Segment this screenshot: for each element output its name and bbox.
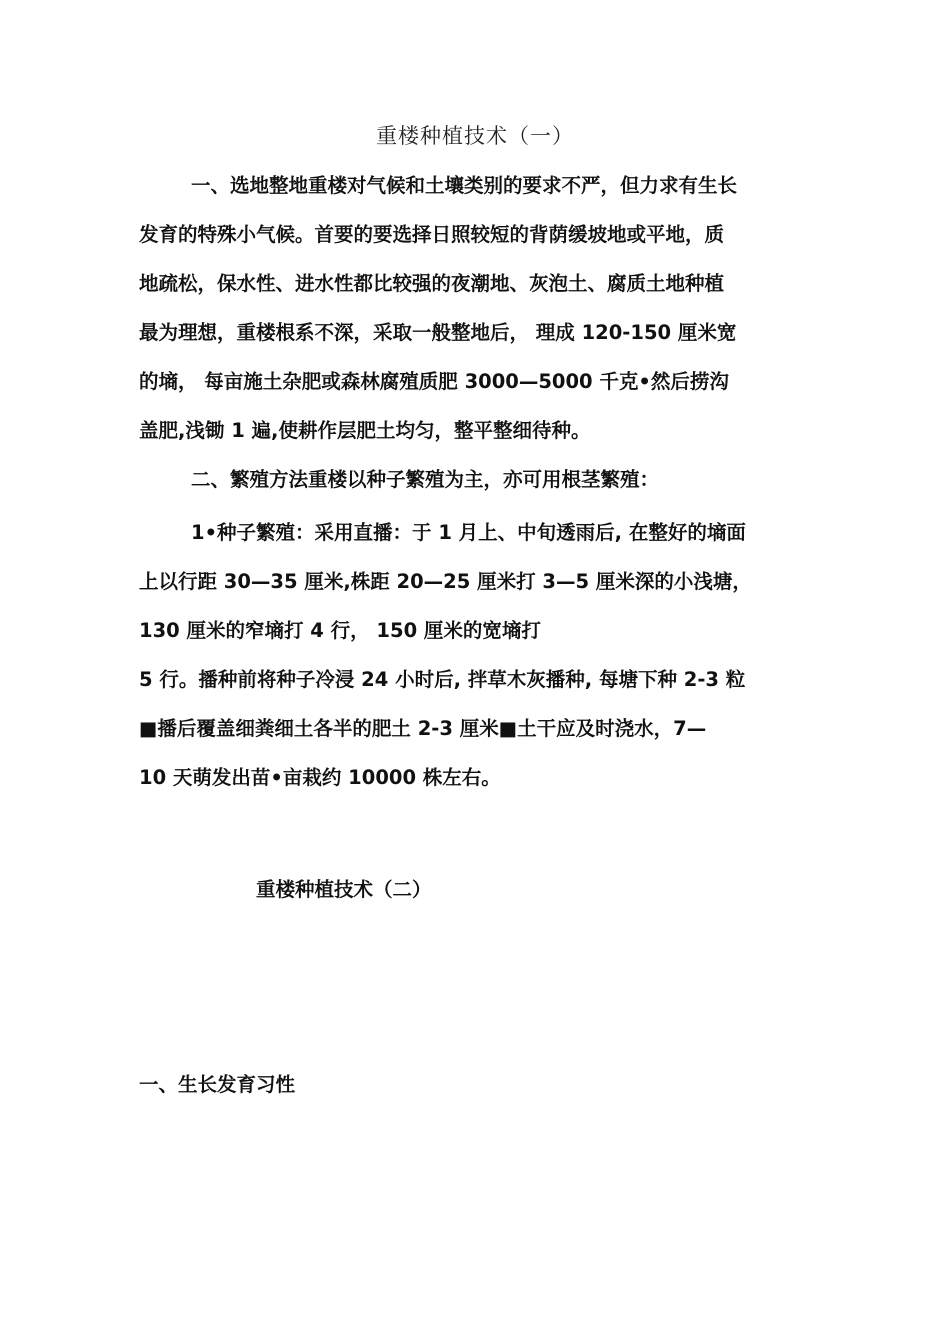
paragraph-line: 一、选地整地重楼对气候和土壤类别的要求不严，但力求有生长 xyxy=(191,174,738,197)
paragraph-line: 的墒， 每亩施土杂肥或森林腐殖质肥 3000—5000 千克•然后捞沟 xyxy=(139,370,729,393)
paragraph-line: 盖肥,浅锄 1 遍,使耕作层肥土均匀，整平整细待种。 xyxy=(139,419,591,442)
section-site-selection xyxy=(139,161,829,455)
paragraph-line: 上以行距 30—35 厘米,株距 20—25 厘米打 3—5 厘米深的小浅塘， xyxy=(139,570,752,593)
paragraph-line: 发育的特殊小气候。首要的要选择日照较短的背荫缓坡地或平地，质 xyxy=(139,223,725,246)
document-title-part-two: 重楼种植技术（二） xyxy=(256,878,432,901)
paragraph-line: 最为理想，重楼根系不深，采取一般整地后， 理成 120-150 厘米宽 xyxy=(139,321,737,344)
paragraph-line: 地疏松，保水性、进水性都比较强的夜潮地、灰泡土、腐质土地种植 xyxy=(139,272,725,295)
section-seed-propagation xyxy=(139,508,829,802)
paragraph-line: 5 行。播种前将种子冷浸 24 小时后, 拌草木灰播种, 每塘下种 2-3 粒 xyxy=(139,668,746,691)
paragraph-line: 二、繁殖方法重楼以种子繁殖为主，亦可用根茎繁殖： xyxy=(191,468,660,491)
paragraph-line: 1•种子繁殖：采用直播：于 1 月上、中旬透雨后, 在整好的墒面 xyxy=(191,521,746,544)
paragraph-line: 130 厘米的窄墒打 4 行， 150 厘米的宽墒打 xyxy=(139,619,541,642)
section-propagation-method xyxy=(139,455,829,504)
section-heading-growth-habits: 一、生长发育习性 xyxy=(139,1073,296,1096)
paragraph-line: 10 天萌发出苗•亩栽约 10000 株左右。 xyxy=(139,766,501,789)
document-title-part-one: 重楼种植技术（一） xyxy=(376,124,574,148)
paragraph-line: ■播后覆盖细粪细土各半的肥土 2-3 厘米■土干应及时浇水，7— xyxy=(139,717,707,740)
